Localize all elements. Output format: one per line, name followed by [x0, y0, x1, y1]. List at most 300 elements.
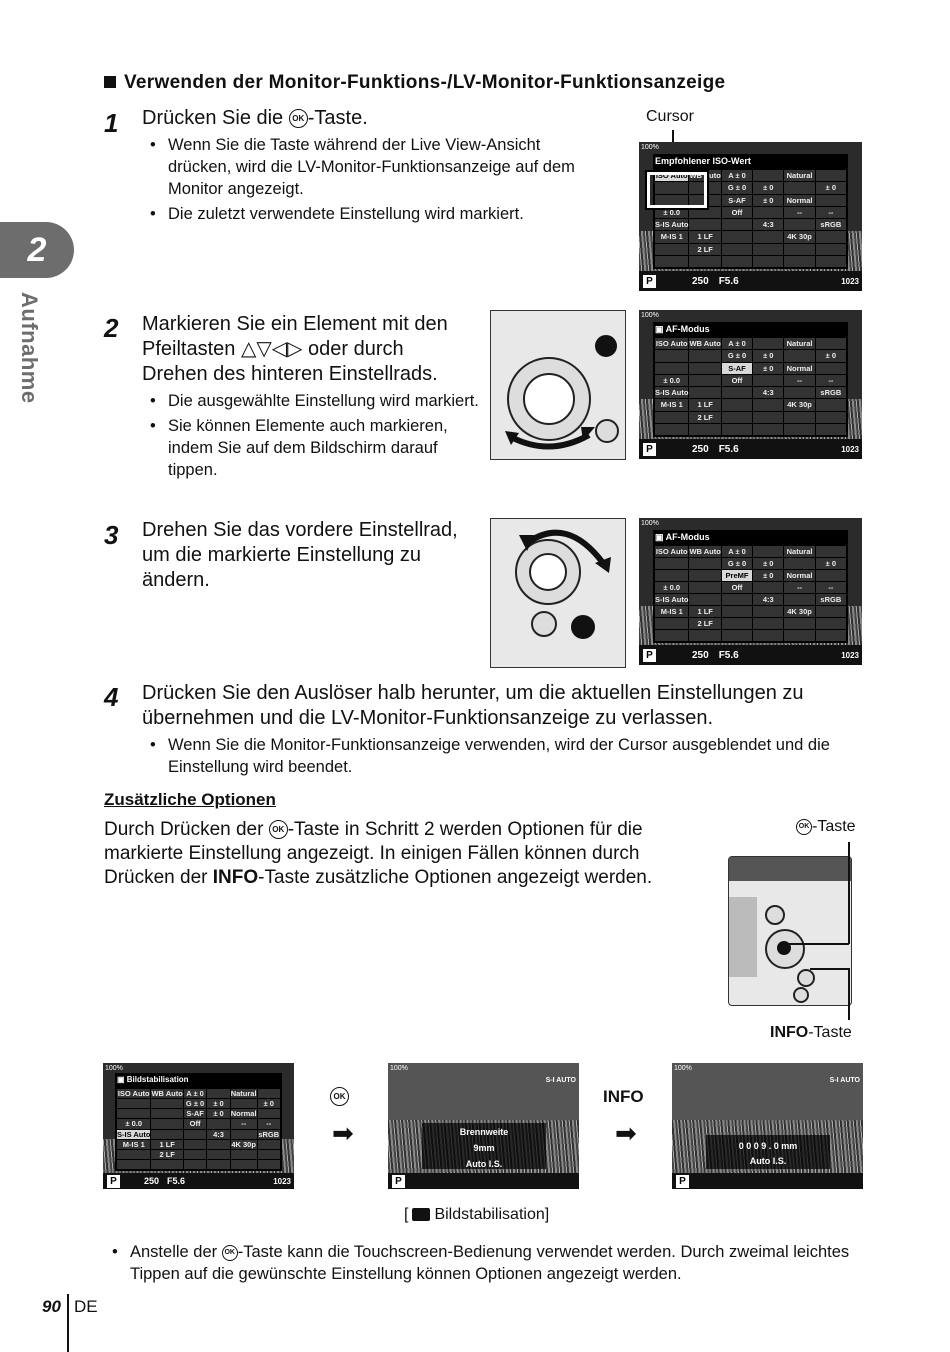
- button-icon: [531, 611, 557, 637]
- panel-cell[interactable]: --: [258, 1119, 280, 1128]
- panel-cell[interactable]: ± 0: [258, 1099, 280, 1108]
- panel-cell[interactable]: WB Auto: [151, 1089, 183, 1099]
- panel-header: Empfohlener ISO-Wert: [655, 156, 751, 166]
- panel-cell[interactable]: [151, 1109, 182, 1118]
- panel-cell[interactable]: [784, 219, 814, 230]
- button-icon: [793, 987, 809, 1003]
- panel-cell[interactable]: M-IS 1: [655, 231, 688, 242]
- panel-cell[interactable]: [816, 338, 846, 349]
- panel-cell[interactable]: M-IS 1: [655, 399, 688, 410]
- panel-cell[interactable]: [258, 1089, 280, 1098]
- panel-cell[interactable]: A ± 0: [722, 338, 752, 349]
- panel-cell[interactable]: [816, 618, 846, 629]
- panel-cell[interactable]: 2 LF: [151, 1150, 182, 1159]
- step-number-2: 2: [104, 313, 119, 343]
- lens-indicator: 100%: [641, 312, 659, 319]
- panel-cell[interactable]: [753, 630, 783, 641]
- ok-taste-label: OK -Taste: [796, 818, 856, 836]
- panel-cell[interactable]: [655, 424, 688, 435]
- rotate-arrow-icon: [505, 419, 595, 455]
- panel-cell[interactable]: [689, 363, 720, 374]
- shutter-value: 250: [144, 1176, 160, 1186]
- panel-cell[interactable]: Off: [184, 1119, 206, 1128]
- panel-cell[interactable]: [184, 1160, 206, 1169]
- camera-back-illustration: [728, 856, 852, 1006]
- panel-cell[interactable]: [722, 606, 752, 617]
- chapter-tab: 2: [0, 222, 74, 278]
- panel-cell[interactable]: Off: [722, 375, 752, 386]
- step-2-text: Markieren Sie ein Element mit den Pfeiltasten △▽◁▷ oder durch Drehen des hinteren Einstellrads.: [142, 313, 448, 385]
- page-number: 90: [42, 1297, 61, 1316]
- panel-cell[interactable]: [722, 387, 752, 398]
- shot-count: 1023: [273, 1176, 291, 1186]
- panel-cell[interactable]: [655, 244, 688, 255]
- function-panel: [115, 1073, 282, 1171]
- ok-step-label: [330, 1087, 349, 1106]
- lcd-screen-1: [639, 142, 862, 291]
- info-pointer-line: [810, 968, 849, 970]
- panel-cell[interactable]: sRGB: [816, 594, 846, 605]
- panel-cell[interactable]: [753, 231, 783, 242]
- panel-cell[interactable]: [753, 412, 783, 423]
- panel-cell[interactable]: G ± 0: [722, 558, 752, 569]
- panel-cell[interactable]: [231, 1099, 257, 1108]
- extra-paragraph: Durch Drücken der OK -Taste in Schritt 2 werden Optionen für die markierte Einstellung angezeigt. In einigen Fällen können durch Drücken der INFO-Taste zusätzliche Optionen angezeigt werden.: [104, 819, 653, 888]
- info-button-icon: [797, 969, 815, 987]
- panel-cell[interactable]: Normal: [230, 1109, 257, 1119]
- panel-cell[interactable]: Natural: [784, 338, 814, 349]
- panel-cell[interactable]: [117, 1160, 150, 1169]
- mode-badge: P: [643, 275, 656, 288]
- section-title: Verwenden der Monitor-Funktions-/LV-Monitor-Funktionsanzeige: [104, 72, 725, 94]
- panel-cell[interactable]: [816, 630, 846, 641]
- panel-cell[interactable]: 2 LF: [689, 244, 720, 255]
- panel-cell[interactable]: [655, 412, 688, 423]
- panel-cell[interactable]: [753, 424, 783, 435]
- panel-cell[interactable]: 4K 30p: [784, 231, 814, 242]
- button-icon: [595, 335, 617, 357]
- panel-cell[interactable]: G ± 0: [184, 1099, 206, 1108]
- panel-cell[interactable]: --: [784, 207, 814, 218]
- panel-cell[interactable]: [689, 387, 720, 398]
- panel-cell[interactable]: [753, 399, 783, 410]
- panel-cell[interactable]: [816, 546, 846, 557]
- panel-cell[interactable]: [207, 1089, 229, 1098]
- right-arrow-icon: ➡: [332, 1118, 354, 1148]
- panel-cell[interactable]: [655, 570, 688, 581]
- mode-badge: P: [392, 1175, 405, 1188]
- panel-cell[interactable]: 4K 30p: [784, 399, 814, 410]
- panel-cell[interactable]: 4K 30p: [231, 1139, 256, 1149]
- list-item: • Wenn Sie die Monitor-Funktionsanzeige verwenden, wird der Cursor ausgeblendet und die Einstellung wird beendet.: [142, 734, 862, 778]
- panel-cell[interactable]: ISO Auto: [655, 339, 688, 349]
- panel-cell[interactable]: [207, 1140, 229, 1149]
- focal-length-entry: 0 0 0 9 . 0 mm Auto I.S.: [706, 1135, 830, 1169]
- panel-cell[interactable]: [231, 1150, 257, 1159]
- panel-grid: [117, 1089, 280, 1169]
- panel-cell[interactable]: S-AF: [722, 363, 752, 374]
- lens-indicator: 100%: [105, 1065, 123, 1072]
- panel-cell[interactable]: ± 0.0: [655, 207, 688, 218]
- status-bar: [639, 271, 862, 291]
- focal-length-dialog: Brennweite 9mm Auto I.S.: [422, 1123, 546, 1169]
- panel-cell[interactable]: [816, 195, 846, 206]
- panel-cell[interactable]: G ± 0: [722, 350, 752, 361]
- rear-dial-illustration: [490, 310, 626, 460]
- panel-cell[interactable]: S-IS Auto: [655, 388, 689, 398]
- panel-cell[interactable]: [207, 1119, 229, 1128]
- step-2-bullets: [142, 390, 482, 484]
- panel-cell[interactable]: --: [784, 582, 814, 593]
- square-bullet-icon: [104, 76, 116, 88]
- panel-cell[interactable]: G ± 0: [722, 182, 752, 193]
- panel-cell[interactable]: [816, 424, 846, 435]
- panel-cell[interactable]: [816, 412, 846, 423]
- panel-cell[interactable]: ± 0: [816, 558, 846, 569]
- ok-button-icon: OK: [330, 1087, 349, 1106]
- panel-cell[interactable]: ISO Auto: [117, 1089, 150, 1099]
- panel-cell[interactable]: [784, 424, 814, 435]
- panel-cell[interactable]: M-IS 1: [117, 1140, 150, 1149]
- panel-grid: [655, 546, 846, 641]
- front-dial-illustration: [490, 518, 626, 668]
- status-bar: [103, 1173, 294, 1189]
- list-item: • Wenn Sie die Taste während der Live View-Ansicht drücken, wird die LV-Monitor-Funktionsanzeige auf dem Monitor angezeigt.: [142, 134, 602, 200]
- shot-count: 1023: [841, 444, 859, 454]
- panel-cell[interactable]: [258, 1109, 280, 1118]
- panel-cell[interactable]: [784, 618, 814, 629]
- panel-cell[interactable]: Normal: [784, 195, 814, 206]
- panel-cell[interactable]: --: [816, 582, 846, 593]
- panel-cell[interactable]: A ± 0: [722, 546, 752, 557]
- panel-cell[interactable]: S-AF: [722, 195, 752, 206]
- panel-cell[interactable]: [184, 1150, 206, 1159]
- panel-cell[interactable]: [784, 182, 814, 193]
- step-number-4: 4: [104, 682, 119, 712]
- aperture-value: F5.6: [718, 649, 739, 661]
- panel-cell[interactable]: [655, 558, 688, 569]
- panel-cell[interactable]: [753, 170, 783, 181]
- panel-cell[interactable]: Natural: [784, 170, 814, 181]
- panel-cell[interactable]: [117, 1099, 150, 1108]
- step-1-text: Drücken Sie die OK -Taste.: [142, 107, 368, 129]
- lens-indicator: 100%: [674, 1065, 692, 1072]
- figure-caption: [ Bildstabilisation]: [404, 1206, 550, 1223]
- panel-cell[interactable]: ± 0.0: [655, 375, 688, 386]
- panel-cell[interactable]: Natural: [784, 546, 814, 557]
- panel-cell[interactable]: [689, 256, 720, 267]
- panel-cell[interactable]: [753, 375, 783, 386]
- is-mode-indicator: S-I AUTO: [545, 1077, 576, 1084]
- panel-cell[interactable]: [722, 618, 752, 629]
- list-item: • Die zuletzt verwendete Einstellung wird markiert.: [142, 203, 602, 225]
- step-number-3: 3: [104, 520, 119, 550]
- panel-cell[interactable]: WB Auto: [689, 339, 721, 349]
- panel-cell[interactable]: --: [231, 1119, 257, 1128]
- ok-pointer-line: [782, 943, 849, 945]
- panel-cell[interactable]: [151, 1099, 182, 1108]
- panel-cell[interactable]: 4:3: [753, 219, 783, 230]
- panel-cell[interactable]: ± 0.0: [117, 1119, 150, 1128]
- shutter-value: 250: [692, 649, 709, 661]
- panel-cell[interactable]: 2 LF: [689, 618, 720, 629]
- panel-cell[interactable]: sRGB: [258, 1129, 280, 1139]
- panel-cell[interactable]: [722, 256, 752, 267]
- panel-cell[interactable]: [117, 1150, 150, 1159]
- panel-cell[interactable]: --: [784, 375, 814, 386]
- info-pointer-line: [848, 968, 850, 1020]
- panel-cell[interactable]: M-IS 1: [655, 606, 688, 617]
- panel-cell[interactable]: 1 LF: [689, 399, 720, 410]
- panel-cell[interactable]: [655, 363, 688, 374]
- camera-icon: ▣: [655, 532, 666, 542]
- panel-cell[interactable]: ± 0: [753, 558, 783, 569]
- panel-cell[interactable]: [784, 387, 814, 398]
- ok-button-icon: OK: [269, 820, 288, 839]
- panel-cell[interactable]: [655, 350, 688, 361]
- panel-cell[interactable]: [689, 207, 720, 218]
- panel-cell[interactable]: [784, 630, 814, 641]
- lcd-screen-6: [672, 1063, 863, 1189]
- panel-cell[interactable]: [784, 350, 814, 361]
- panel-cell[interactable]: [722, 244, 752, 255]
- lcd-screen-5: [388, 1063, 579, 1189]
- cursor-frame: [647, 172, 707, 208]
- panel-cell[interactable]: [753, 546, 783, 557]
- bottom-note: [104, 1241, 864, 1288]
- camera-icon: [412, 1208, 430, 1221]
- panel-cell[interactable]: [655, 618, 688, 629]
- panel-cell[interactable]: [689, 219, 720, 230]
- lcd-screen-4: [103, 1063, 294, 1189]
- status-bar: [388, 1173, 579, 1189]
- panel-cell[interactable]: 4:3: [753, 387, 783, 398]
- panel-cell[interactable]: Off: [722, 582, 752, 593]
- panel-cell[interactable]: [207, 1150, 229, 1159]
- panel-cell[interactable]: [722, 630, 752, 641]
- panel-cell[interactable]: [689, 570, 720, 581]
- mode-badge: P: [643, 649, 656, 662]
- panel-cell[interactable]: ± 0: [753, 195, 783, 206]
- panel-cell[interactable]: [689, 582, 720, 593]
- panel-cell[interactable]: [258, 1150, 280, 1159]
- panel-cell[interactable]: [689, 424, 720, 435]
- mode-badge: P: [643, 443, 656, 456]
- ok-pointer-line: [848, 842, 850, 944]
- panel-cell[interactable]: [207, 1160, 229, 1169]
- panel-cell[interactable]: Off: [722, 207, 752, 218]
- panel-cell[interactable]: [231, 1130, 257, 1139]
- panel-cell[interactable]: A ± 0: [722, 170, 752, 181]
- panel-header: ▣ Bildstabilisation: [117, 1075, 189, 1084]
- panel-header: ▣ AF-Modus: [655, 532, 710, 542]
- panel-cell[interactable]: [117, 1109, 150, 1118]
- aperture-value: F5.6: [167, 1176, 186, 1186]
- panel-cell[interactable]: [231, 1160, 257, 1169]
- panel-cell[interactable]: [753, 244, 783, 255]
- aperture-value: F5.6: [718, 443, 739, 455]
- panel-cell[interactable]: [816, 244, 846, 255]
- panel-cell[interactable]: [151, 1119, 182, 1128]
- rotate-arrow-icon: [517, 521, 617, 581]
- panel-cell[interactable]: A ± 0: [184, 1089, 206, 1098]
- button-icon: [595, 419, 619, 443]
- panel-cell[interactable]: WB Auto: [689, 547, 721, 556]
- panel-cell[interactable]: [258, 1140, 280, 1149]
- panel-header: ▣ AF-Modus: [655, 324, 710, 334]
- panel-cell[interactable]: ± 0: [753, 363, 783, 374]
- panel-cell[interactable]: 4:3: [207, 1130, 229, 1139]
- panel-cell[interactable]: [816, 170, 846, 181]
- panel-cell[interactable]: 1 LF: [689, 606, 720, 617]
- panel-cell[interactable]: [655, 256, 688, 267]
- panel-cell[interactable]: [689, 375, 720, 386]
- panel-cell[interactable]: [753, 207, 783, 218]
- aperture-value: F5.6: [718, 275, 739, 287]
- shutter-value: 250: [692, 275, 709, 287]
- step-number-1: 1: [104, 108, 119, 138]
- panel-cell[interactable]: [753, 338, 783, 349]
- step-4-text: Drücken Sie den Auslöser halb herunter, um die aktuellen Einstellungen zu übernehmen und die LV-Monitor-Funktionsanzeige zu verlassen.: [142, 682, 804, 729]
- panel-cell[interactable]: ISO Auto: [655, 171, 688, 181]
- panel-cell[interactable]: [784, 558, 814, 569]
- info-step-label: INFO: [603, 1087, 644, 1106]
- panel-cell[interactable]: ± 0: [753, 350, 783, 361]
- button-icon: [571, 615, 595, 639]
- step-4-bullets: [142, 734, 862, 781]
- panel-cell[interactable]: Natural: [230, 1089, 257, 1099]
- panel-cell[interactable]: sRGB: [816, 387, 846, 398]
- camera-icon: ▣: [117, 1075, 127, 1084]
- panel-cell[interactable]: --: [816, 207, 846, 218]
- lens-indicator: 100%: [641, 520, 659, 527]
- camera-top: [729, 857, 851, 881]
- shot-count: 1023: [841, 276, 859, 286]
- panel-cell[interactable]: S-IS Auto: [655, 595, 689, 604]
- panel-cell[interactable]: [722, 219, 752, 230]
- camera-icon: ▣: [655, 324, 666, 334]
- is-mode-indicator: S-I AUTO: [829, 1077, 860, 1084]
- ok-button-icon: OK: [289, 109, 308, 128]
- panel-cell[interactable]: 4:3: [753, 594, 783, 605]
- panel-cell[interactable]: ± 0: [207, 1099, 229, 1108]
- panel-cell[interactable]: [151, 1130, 182, 1139]
- ok-button-icon: OK: [222, 1245, 238, 1261]
- status-bar: [672, 1173, 863, 1189]
- panel-cell[interactable]: [722, 399, 752, 410]
- panel-cell[interactable]: [784, 594, 814, 605]
- panel-grid: [655, 338, 846, 435]
- dial-center: [523, 373, 575, 425]
- panel-cell[interactable]: ± 0: [753, 182, 783, 193]
- step-3-text: Drehen Sie das vordere Einstellrad, um die markierte Einstellung zu ändern.: [142, 519, 458, 591]
- list-item: • Die ausgewählte Einstellung wird markiert.: [142, 390, 482, 412]
- extra-heading: Zusätzliche Optionen: [104, 790, 276, 809]
- language-code: DE: [74, 1297, 98, 1316]
- arrow-keys-icon: △▽◁▷: [240, 338, 303, 360]
- panel-cell[interactable]: [689, 350, 720, 361]
- status-bar: [639, 645, 862, 665]
- panel-cell[interactable]: sRGB: [816, 219, 846, 230]
- list-item: • Sie können Elemente auch markieren, indem Sie auf dem Bildschirm darauf tippen.: [142, 415, 482, 481]
- lcd-screen-2: [639, 310, 862, 459]
- panel-cell[interactable]: 4K 30p: [784, 606, 814, 617]
- panel-cell[interactable]: [784, 412, 814, 423]
- function-panel: [653, 530, 848, 643]
- status-bar: [639, 439, 862, 459]
- panel-cell[interactable]: [784, 244, 814, 255]
- panel-cell[interactable]: [753, 618, 783, 629]
- cursor-label: Cursor: [646, 108, 695, 125]
- panel-cell[interactable]: Normal: [784, 363, 814, 374]
- panel-cell[interactable]: [816, 231, 846, 242]
- panel-cell[interactable]: [689, 594, 720, 605]
- panel-cell[interactable]: ± 0.0: [655, 582, 688, 593]
- footer-divider: [67, 1294, 69, 1352]
- panel-cell[interactable]: PreMF: [722, 570, 752, 581]
- panel-cell[interactable]: [753, 256, 783, 267]
- panel-cell[interactable]: [753, 606, 783, 617]
- panel-cell[interactable]: [258, 1160, 280, 1169]
- mode-badge: P: [676, 1175, 689, 1188]
- panel-cell[interactable]: [753, 582, 783, 593]
- panel-cell[interactable]: [151, 1160, 182, 1169]
- panel-cell[interactable]: [722, 424, 752, 435]
- panel-cell[interactable]: [655, 630, 688, 641]
- panel-cell[interactable]: S-IS Auto: [117, 1129, 151, 1139]
- panel-cell[interactable]: ± 0: [207, 1109, 229, 1118]
- panel-cell[interactable]: [816, 399, 846, 410]
- panel-cell[interactable]: ± 0: [753, 570, 783, 581]
- panel-cell[interactable]: WB Auto: [689, 171, 721, 181]
- panel-cell[interactable]: [816, 570, 846, 581]
- panel-cell[interactable]: [689, 630, 720, 641]
- info-taste-label: INFO-Taste: [770, 1024, 852, 1041]
- panel-cell[interactable]: [816, 363, 846, 374]
- panel-cell[interactable]: ± 0: [816, 350, 846, 361]
- panel-cell[interactable]: [184, 1140, 206, 1149]
- panel-cell[interactable]: Normal: [784, 570, 814, 581]
- button-icon: [765, 905, 785, 925]
- panel-cell[interactable]: ISO Auto: [655, 547, 688, 556]
- panel-cell[interactable]: [722, 594, 752, 605]
- panel-cell[interactable]: --: [816, 375, 846, 386]
- panel-cell[interactable]: ± 0: [816, 182, 846, 193]
- lens-indicator: 100%: [641, 144, 659, 151]
- panel-cell[interactable]: [722, 412, 752, 423]
- panel-cell[interactable]: [816, 606, 846, 617]
- function-panel: [653, 322, 848, 437]
- lens-indicator: 100%: [390, 1065, 408, 1072]
- mode-badge: P: [107, 1175, 120, 1188]
- panel-cell[interactable]: 1 LF: [689, 231, 720, 242]
- panel-cell[interactable]: [784, 256, 814, 267]
- panel-cell[interactable]: 1 LF: [151, 1140, 182, 1149]
- ok-button-icon: OK: [796, 819, 812, 835]
- panel-cell[interactable]: [722, 231, 752, 242]
- panel-cell[interactable]: S-AF: [184, 1109, 206, 1118]
- screen-edge: [729, 897, 757, 977]
- panel-cell[interactable]: S-IS Auto: [655, 220, 689, 230]
- step-1-bullets: [142, 134, 602, 228]
- panel-cell[interactable]: 2 LF: [689, 412, 720, 423]
- lcd-screen-3: [639, 518, 862, 665]
- panel-cell[interactable]: [689, 558, 720, 569]
- panel-cell[interactable]: [184, 1130, 206, 1139]
- panel-cell[interactable]: [816, 256, 846, 267]
- list-item: • Anstelle der OK -Taste kann die Touchscreen-Bedienung verwendet werden. Durch zweimal leichtes Tippen auf die gewünschte Einstellung können Optionen angezeigt werden.: [104, 1241, 864, 1285]
- right-arrow-icon: ➡: [615, 1118, 637, 1148]
